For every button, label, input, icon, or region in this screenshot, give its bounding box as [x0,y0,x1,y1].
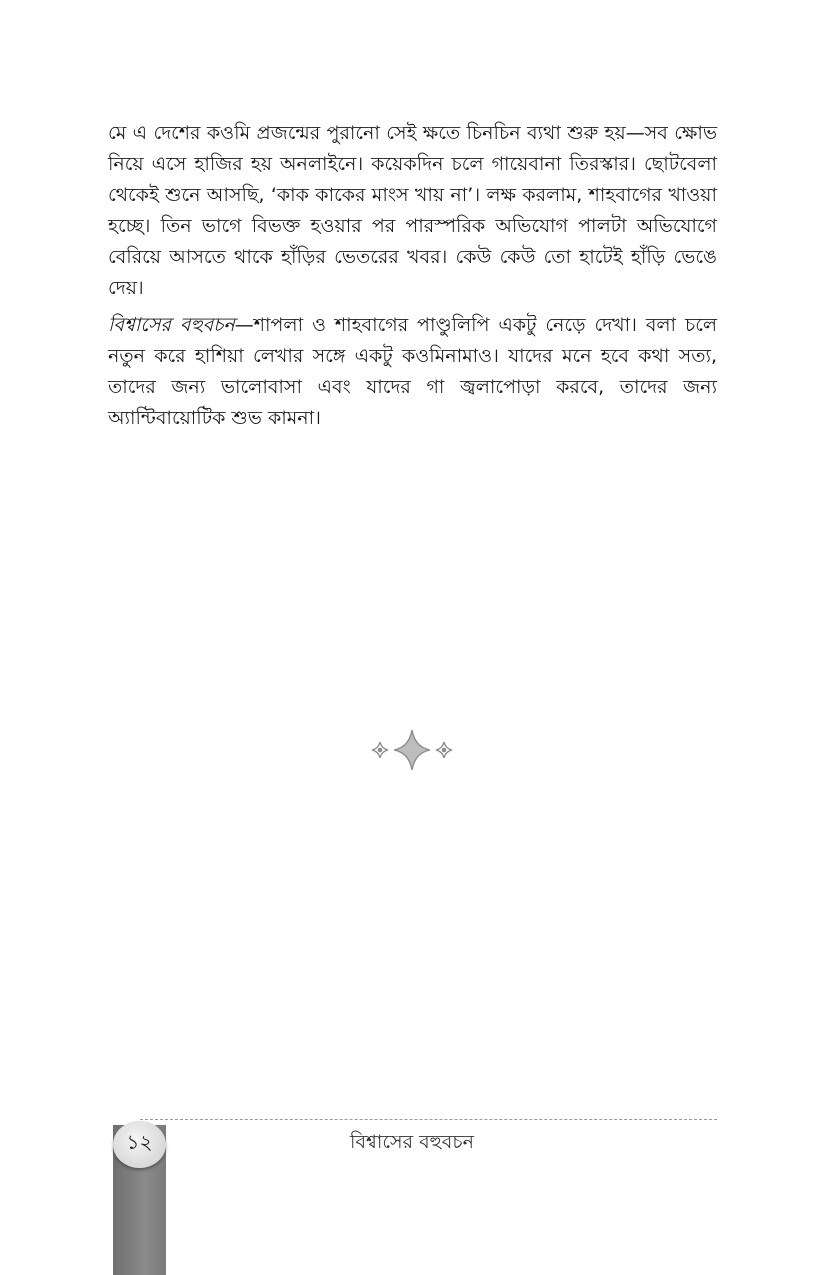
paragraph-1: মে এ দেশের কওমি প্রজন্মের পুরানো সেই ক্ষতে চিনচিন ব্যথা শুরু হয়—সব ক্ষোভ নিয়ে এসে হাজির হয় অনলাইনে। কয়েকদিন চলে গায়েবানা তিরস্কার। ছোটবেলা থেকেই শুনে আসছি, ‘কাক কাকের মাংস খায় না’। লক্ষ করলাম, শাহবাগের খাওয়া হচ্ছে। তিন ভাগে বিভক্ত হওয়ার পর পারস্পরিক অভিযোগ পালটা অভিযোগে বেরিয়ে আসতে থাকে হাঁড়ির ভেতরের খবর। কেউ কেউ তো হাটেই হাঁড়ি ভেঙে দেয়। [108,122,717,299]
paragraph-2-text: —শাপলা ও শাহবাগের পাণ্ডুলিপি একটু নেড়ে দেখা। বলা চলে নতুন করে হাশিয়া লেখার সঙ্গে একটু কওমিনামাও। যাদের মনে হবে কথা সত্য, তাদের জন্য ভালোবাসা এবং যাদের গা জ্বলাপোড়া করবে, তাদের জন্য অ্যান্টিবায়োটিক শুভ কামনা। [108,314,717,429]
page-number: ১২ [113,1121,166,1168]
running-title: বিশ্বাসের বহুবচন [350,1131,474,1153]
book-title-inline: বিশ্বাসের বহুবচন [108,314,235,336]
paragraph-2 [108,310,717,434]
footer-divider [140,1119,717,1120]
sparkle-divider-icon [366,728,458,772]
body-text [108,118,717,440]
